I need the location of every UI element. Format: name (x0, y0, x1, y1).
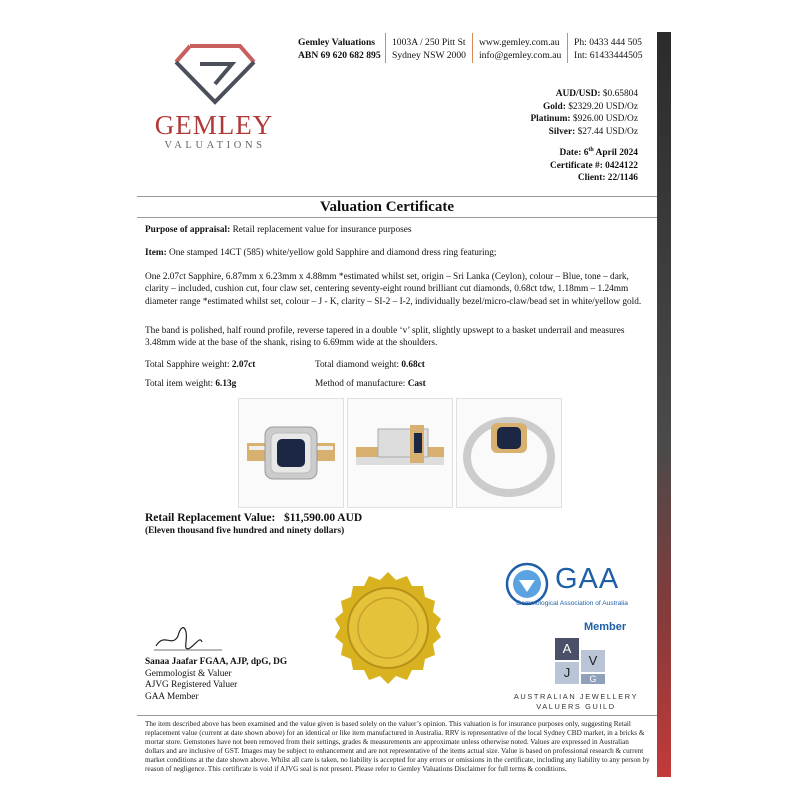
retail-value-label: Retail Replacement Value: (145, 512, 276, 524)
silver-value: $27.44 USD/Oz (577, 126, 638, 137)
retail-value-line (145, 512, 362, 524)
item-line (145, 247, 645, 259)
disclaimer-rule (137, 715, 657, 716)
signatory-name: Sanaa Jaafar FGAA, AJP, dpG, DG (145, 657, 288, 667)
ring-photo-side (347, 398, 453, 508)
header-web-block (479, 36, 561, 62)
metal-rates (530, 88, 638, 138)
header-phone-block (574, 36, 643, 62)
purpose-line (145, 224, 645, 236)
item-weight: Total item weight: 6.13g (145, 379, 237, 389)
intl-phone-number: Int: 61433444505 (574, 50, 643, 61)
ajvg-letter-g: G (581, 674, 605, 684)
address-line-2: Sydney NSW 2000 (392, 50, 466, 61)
phone-number: Ph: 0433 444 505 (574, 37, 642, 48)
aud-usd-value: $0.65804 (602, 89, 638, 99)
band-description: The band is polished, half round profile, reverse tapered in a double ‘v’ split, slightly upswept to a basket underrail and measures 3.48mm wide at the base of the shank, rising to 6.69mm wide at the shoulders. (145, 326, 625, 349)
ring-photo-front (238, 398, 344, 508)
email-link[interactable]: info@gemley.com.au (479, 50, 562, 61)
certificate-meta (550, 144, 638, 185)
ajvg-logo (555, 638, 605, 684)
client-number: Client: 22/1146 (577, 173, 638, 184)
sapphire-weight: Total Sapphire weight: 2.07ct (145, 360, 256, 370)
ajvg-letter-a: A (555, 638, 579, 660)
header-divider (385, 33, 386, 63)
diamond-weight: Total diamond weight: 0.68ct (315, 360, 425, 370)
company-abn: ABN 69 620 682 895 (298, 50, 381, 61)
header-divider (567, 33, 568, 63)
gaa-full-name: Gemmological Association of Australia (516, 600, 628, 607)
certificate-number: Certificate #: 0424122 (550, 160, 638, 171)
signature-icon (150, 618, 230, 658)
ring-side-icon (348, 399, 452, 507)
purpose-label: Purpose of appraisal: (145, 225, 231, 235)
manufacture-method: Method of manufacture: Cast (315, 379, 426, 389)
item-value: One stamped 14CT (585) white/yellow gold Sapphire and diamond dress ring featuring; (169, 248, 497, 258)
ajvg-letter-j: J (555, 662, 579, 684)
title-rule-bottom (137, 217, 657, 218)
company-name: Gemley Valuations (298, 37, 376, 48)
gaa-logo-text: GAA (555, 563, 620, 595)
gold-label: Gold: (542, 101, 566, 112)
header-company-block (298, 36, 381, 62)
signatory-role: GAA Member (145, 691, 199, 702)
stone-description: One 2.07ct Sapphire, 6.87mm x 6.23mm x 4.88mm *estimated whilst set, origin – Sri Lanka (Ceylon), colour – Blue, tone – dark, clarity – included, cushion cut, four claw set, centering seventy-eight round brilliant cut diamonds, 0.68ct tdw, 1.18mm – 1.24mm diameter range *estimated whilst set, colour – J - K, clarity – SI-2 – I-2, individually bezel/micro-claw/bead set in white/yellow gold. (145, 272, 642, 307)
retail-value-amount: $11,590.00 AUD (283, 512, 363, 524)
disclaimer-text: The item described above has been examined and the value given is based solely on the valuer’s opinion. This valuation is for insurance purposes only, suggesting Retail replacement value (current at date shown above) for an identical or like item manufactured in Australia. RRV is representative of the local Sydney CBD market, in a bricks & mortar store. Gemstones have not been removed from their settings, grades & measurements are approximate unless otherwise noted. Values are expressed in Australian dollars and are inclusive of GST. Images may be subject to enhancement and are not representative of the items actual size. Value is based on professional research & current market conditions at the date shown above. Whilst all care is taken, no liability is accepted for any errors or omissions in the certificate, including any liability to any person by reason of negligence. This certificate is void if AJVG seal is not present. Please refer to Gemley Valuations Disclaimer for full terms & conditions. (145, 720, 650, 773)
ajvg-name-line-2: VALUERS GUILD (536, 701, 616, 711)
side-stripe (657, 32, 671, 777)
member-label: Member (584, 621, 627, 633)
purpose-value: Retail replacement value for insurance purposes (232, 225, 412, 235)
ring-top-icon (457, 399, 561, 507)
page-title: Valuation Certificate (319, 199, 454, 215)
platinum-label: Platinum: (530, 114, 571, 124)
retail-value-words: (Eleven thousand five hundred and ninety dollars) (145, 526, 345, 536)
ajvg-seal-icon (328, 570, 448, 690)
ring-front-icon (239, 399, 343, 507)
gem-logo-icon (170, 40, 260, 106)
signatory-block (145, 657, 287, 703)
signatory-role: AJVG Registered Valuer (145, 680, 238, 691)
website-link[interactable]: www.gemley.com.au (479, 37, 560, 48)
gold-value: $2329.20 USD/Oz (568, 101, 638, 112)
ring-photo-top (456, 398, 562, 508)
header-divider (472, 33, 473, 63)
signatory-role: Gemmologist & Valuer (145, 668, 232, 679)
aud-usd-label: AUD/USD: (555, 89, 601, 99)
title-rule-top (137, 196, 657, 197)
brand-subtitle: VALUATIONS (164, 140, 266, 151)
certificate-date: Date: 6th April 2024 (559, 147, 638, 159)
item-label: Item: (145, 248, 167, 258)
brand-name: GEMLEY (154, 110, 274, 140)
ajvg-letter-v: V (581, 650, 605, 672)
platinum-value: $926.00 USD/Oz (572, 114, 638, 124)
address-line-1: 1003A / 250 Pitt St (392, 37, 466, 48)
silver-label: Silver: (548, 126, 576, 137)
ajvg-name-line-1: AUSTRALIAN JEWELLERY (513, 692, 639, 701)
ajvg-name (512, 692, 640, 711)
header-address-block (392, 36, 466, 62)
